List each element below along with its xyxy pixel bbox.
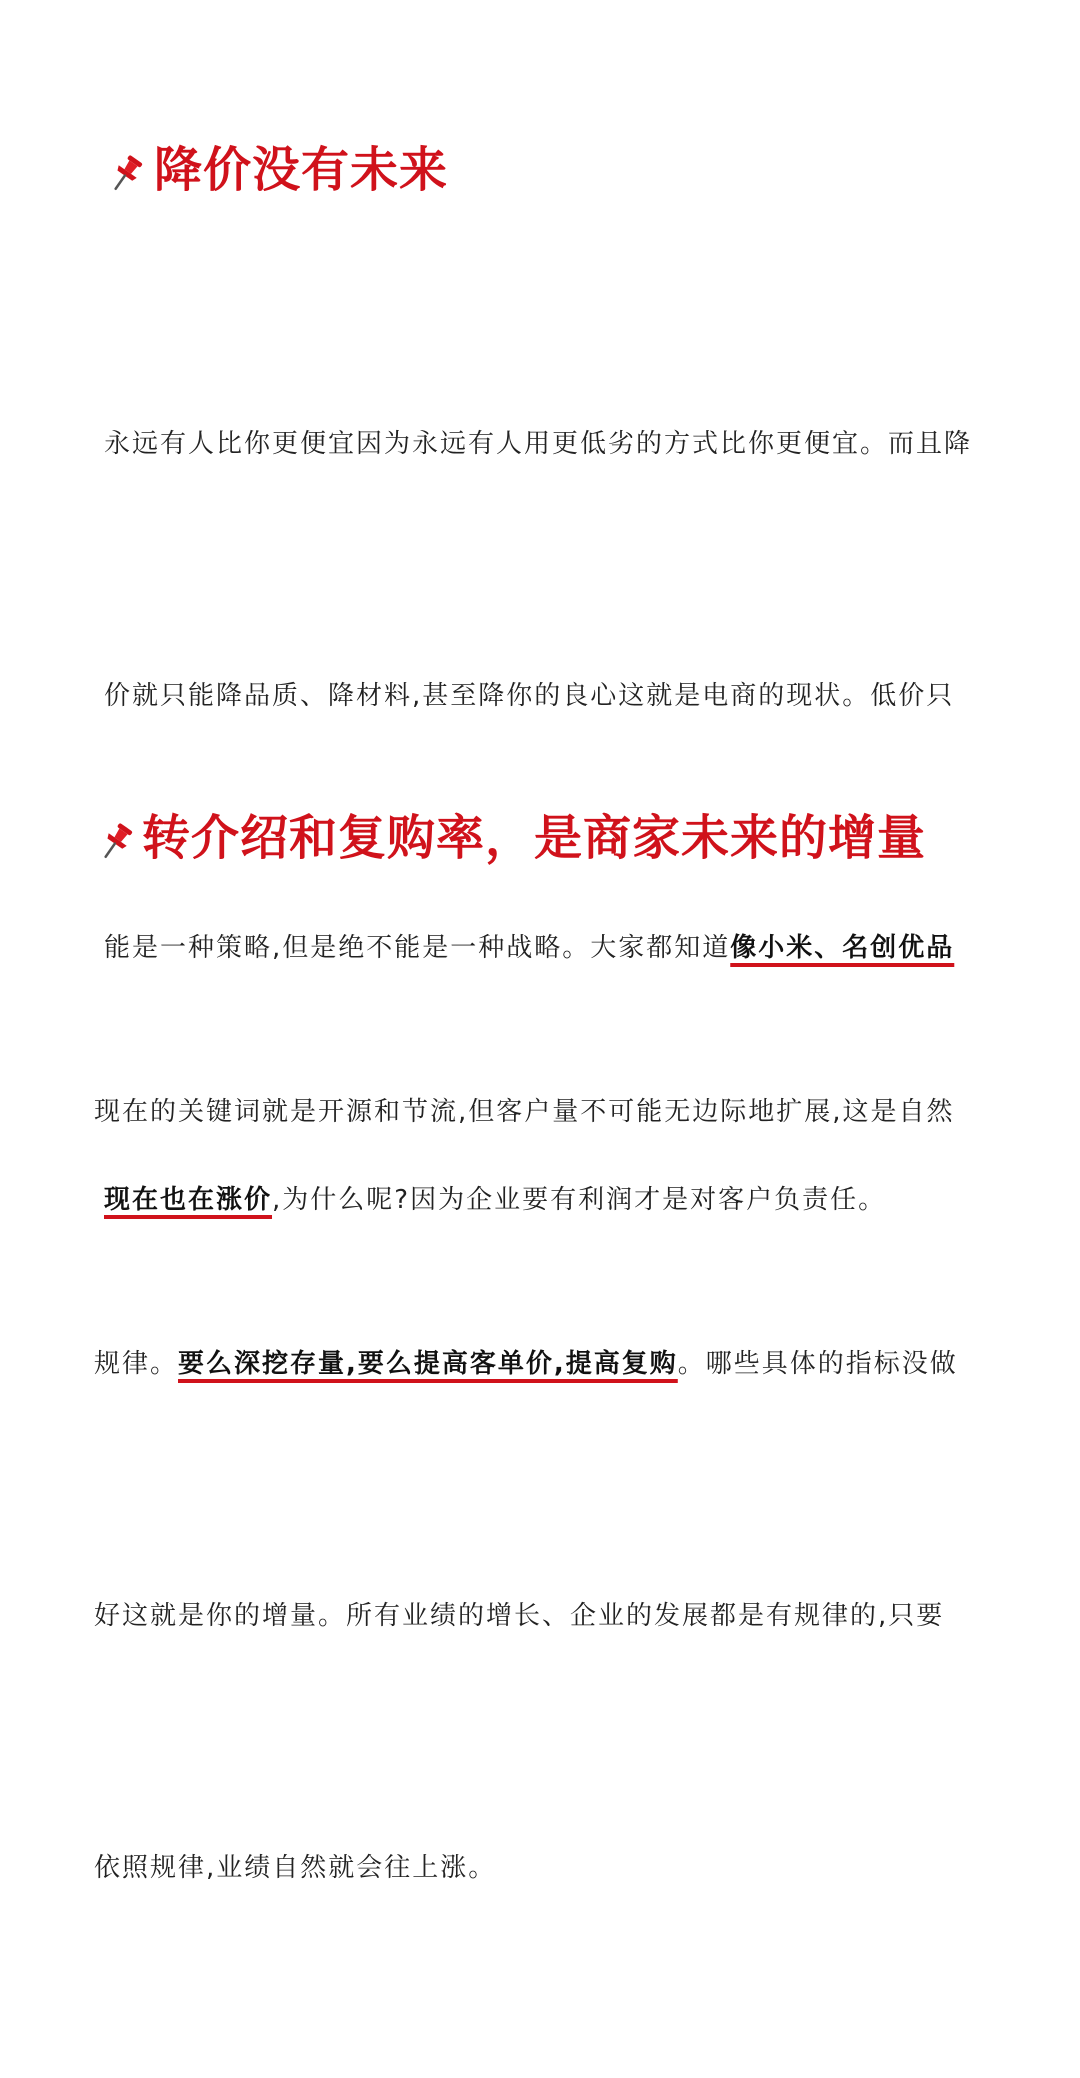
paragraph-line: 价就只能降品质、降材料,甚至降你的良心这就是电商的现状。低价只	[104, 681, 955, 711]
section-heading	[0, 806, 1080, 876]
highlight-text: 要么深挖存量,要么提高客单价,提高复购	[178, 1349, 678, 1379]
section-title: 转介绍和复购率，是商家未来的增量	[142, 810, 927, 866]
paragraph-line: 永远有人比你更便宜因为永远有人用更低劣的方式比你更便宜。而且降	[104, 429, 973, 459]
pushpin-icon	[98, 820, 134, 864]
highlight-text: 现在也在涨价	[104, 1185, 273, 1215]
paragraph-line: 规律。要么深挖存量,要么提高客单价,提高复购。哪些具体的指标没做	[94, 1349, 958, 1379]
section-body	[94, 902, 1004, 2078]
paragraph-line: 依照规律,业绩自然就会往上涨。	[94, 1853, 497, 1883]
paragraph-line: 好这就是你的增量。所有业绩的增长、企业的发展都是有规律的,只要	[94, 1601, 945, 1631]
section-heading	[0, 138, 1080, 208]
section-title: 降价没有未来	[154, 142, 449, 198]
paragraph-line: 现在也在涨价,为什么呢?因为企业要有利润才是对客户负责任。	[104, 1185, 887, 1215]
pushpin-icon	[108, 152, 144, 196]
highlight-text: 像小米、名创优品	[730, 933, 955, 963]
paragraph-line: 能是一种策略,但是绝不能是一种战略。大家都知道像小米、名创优品	[104, 933, 955, 963]
paragraph-line: 现在的关键词就是开源和节流,但客户量不可能无边际地扩展,这是自然	[94, 1097, 955, 1127]
